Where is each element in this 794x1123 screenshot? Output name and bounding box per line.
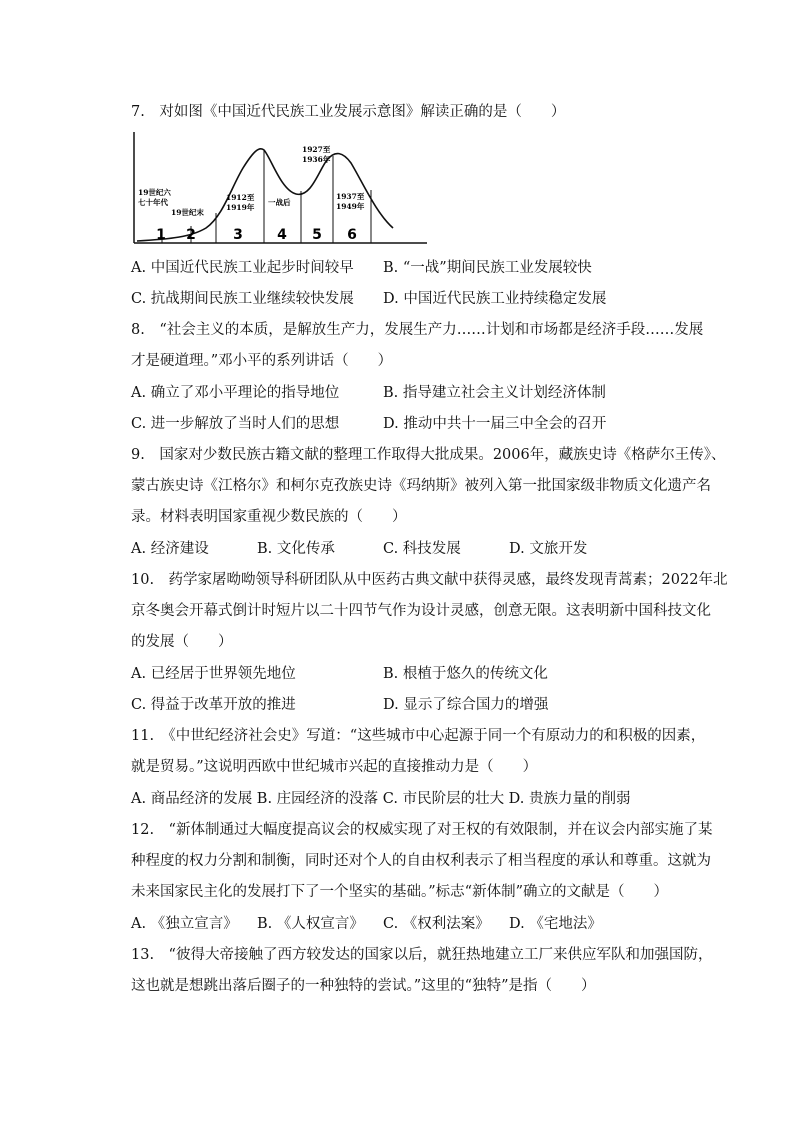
q7-option-d[interactable]: D. 中国近代民族工业持续稳定发展: [383, 291, 607, 307]
q12-stem-line3: 未来国家民主化的发展打下了一个坚实的基础。”标志“新体制”确立的文献是（ ）: [131, 884, 668, 900]
q8-option-c[interactable]: C. 进一步解放了当时人们的思想: [131, 416, 340, 432]
q12-option-c[interactable]: C. 《权利法案》: [383, 916, 490, 932]
q9-stem-line2: 蒙古族史诗《江格尔》和柯尔克孜族史诗《玛纳斯》被列入第一批国家级非物质文化遗产名: [131, 478, 711, 494]
q7-stem: 7. 对如图《中国近代民族工业发展示意图》解读正确的是（ ）: [131, 104, 566, 120]
label-1927-1: 1927至: [302, 145, 331, 154]
q12-option-a[interactable]: A. 《独立宣言》: [131, 916, 238, 932]
q9-option-c[interactable]: C. 科技发展: [383, 541, 461, 557]
label-1937-2: 1949年: [336, 202, 365, 211]
q8-option-d[interactable]: D. 推动中共十一届三中全会的召开: [383, 416, 607, 432]
q8-option-b[interactable]: B. 指导建立社会主义计划经济体制: [383, 385, 606, 401]
q7-option-a[interactable]: A. 中国近代民族工业起步时间较早: [131, 260, 354, 276]
q8-stem-line1: 8. “社会主义的本质，是解放生产力，发展生产力……计划和市场都是经济手段……发展: [131, 322, 704, 338]
q10-stem-line3: 的发展（ ）: [131, 634, 233, 650]
q8-stem-line2: 才是硬道理。”邓小平的系列讲话（ ）: [131, 353, 393, 369]
q10-option-c[interactable]: C. 得益于改革开放的推进: [131, 697, 296, 713]
q13-stem-line2: 这也就是想跳出落后圈子的一种独特的尝试。”这里的“独特”是指（ ）: [131, 978, 596, 994]
q9-option-a[interactable]: A. 经济建设: [131, 541, 209, 557]
segment-2: 2: [186, 227, 196, 243]
label-1927-2: 1936年: [302, 155, 331, 164]
segment-3: 3: [233, 227, 243, 243]
q8-option-a[interactable]: A. 确立了邓小平理论的指导地位: [131, 385, 340, 401]
segment-4: 4: [277, 227, 287, 243]
q10-option-d[interactable]: D. 显示了综合国力的增强: [383, 697, 549, 713]
q9-option-d[interactable]: D. 文旅开发: [509, 541, 588, 557]
q9-stem-line3: 录。材料表明国家重视少数民族的（ ）: [131, 509, 407, 525]
segment-5: 5: [312, 227, 322, 243]
q9-stem-line1: 9. 国家对少数民族古籍文献的整理工作取得大批成果。2006年，藏族史诗《格萨尔王传》、: [131, 447, 726, 463]
q12-stem-line2: 种程度的权力分割和制衡，同时还对个人的自由权利表示了相当程度的承认和尊重。这就为: [131, 853, 711, 869]
segment-6: 6: [347, 227, 357, 243]
q12-stem-line1: 12. “新体制通过大幅度提高议会的权威实现了对王权的有效限制，并在议会内部实施了某: [131, 822, 713, 838]
q11-options[interactable]: A. 商品经济的发展 B. 庄园经济的没落 C. 市民阶层的壮大 D. 贵族力量的削弱: [131, 791, 631, 807]
q10-option-b[interactable]: B. 根植于悠久的传统文化: [383, 666, 548, 682]
label-late19: 19世纪末: [171, 208, 204, 217]
label-1937-1: 1937至: [336, 192, 365, 201]
label-start-1: 19世纪六: [138, 188, 171, 197]
label-1912-2: 1919年: [226, 203, 255, 212]
label-start-2: 七十年代: [138, 198, 168, 207]
q10-option-a[interactable]: A. 已经居于世界领先地位: [131, 666, 296, 682]
q12-option-d[interactable]: D. 《宅地法》: [509, 916, 602, 932]
label-1912-1: 1912至: [226, 193, 255, 202]
q7-option-b[interactable]: B. “一战”期间民族工业发展较快: [383, 260, 592, 276]
industry-development-diagram: [131, 128, 431, 250]
q7-option-c[interactable]: C. 抗战期间民族工业继续较快发展: [131, 291, 354, 307]
q10-stem-line1: 10. 药学家屠呦呦领导科研团队从中医药古典文献中获得灵感，最终发现青蒿素；2022年北: [131, 572, 728, 588]
segment-1: 1: [156, 227, 166, 243]
q11-stem-line2: 就是贸易。”这说明西欧中世纪城市兴起的直接推动力是（ ）: [131, 759, 538, 775]
q12-option-b[interactable]: B. 《人权宣言》: [257, 916, 364, 932]
q11-stem-line1: 11. 《中世纪经济社会史》写道：“这些城市中心起源于同一个有原动力的和积极的因素，: [131, 728, 706, 744]
q9-option-b[interactable]: B. 文化传承: [257, 541, 335, 557]
q13-stem-line1: 13. “彼得大帝接触了西方较发达的国家以后，就狂热地建立工厂来供应军队和加强国防，: [131, 947, 713, 963]
label-postwar: 一战后: [268, 198, 291, 207]
q10-stem-line2: 京冬奥会开幕式倒计时短片以二十四节气作为设计灵感，创意无限。这表明新中国科技文化: [131, 603, 711, 619]
